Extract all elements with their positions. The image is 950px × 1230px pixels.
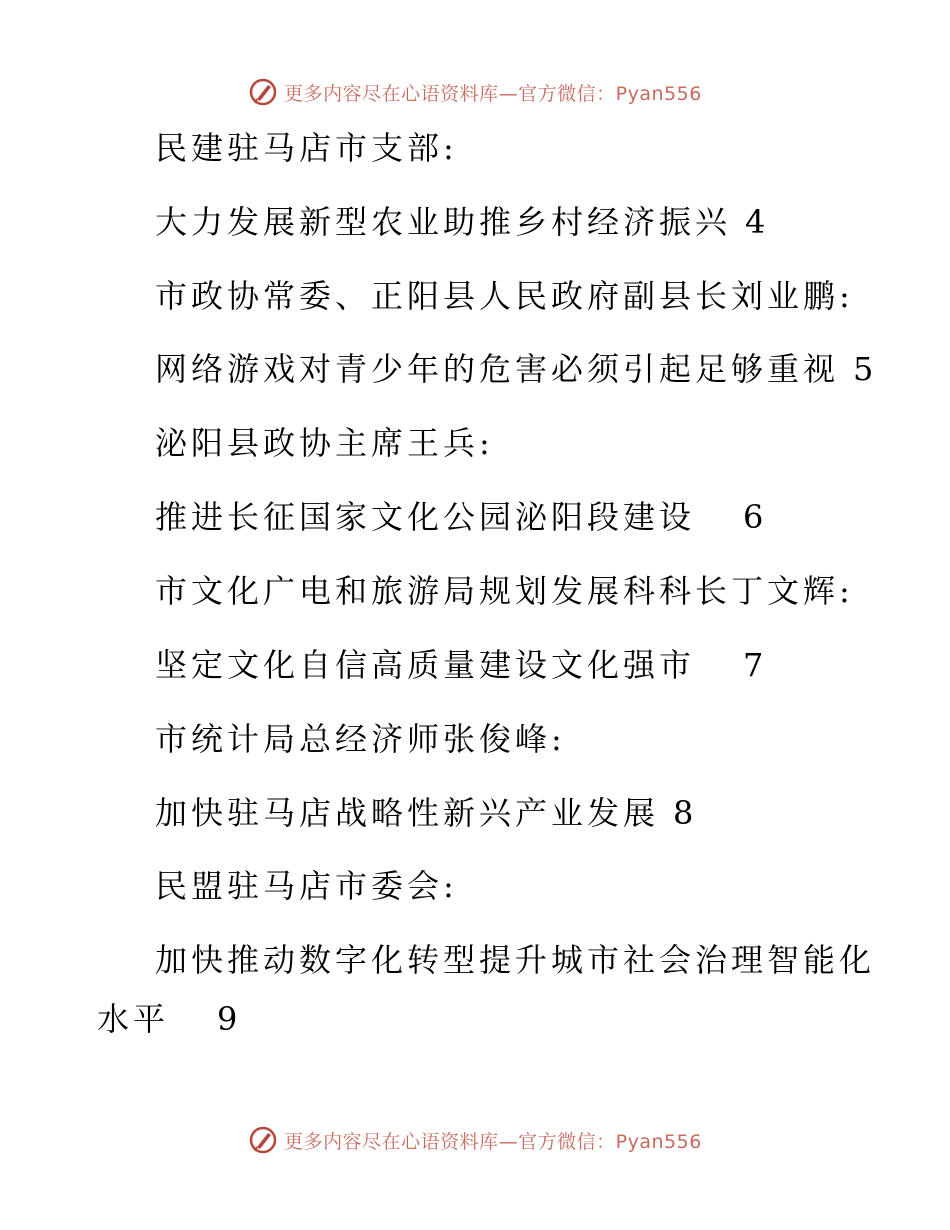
toc-author	[155, 571, 854, 611]
quill-logo-icon	[248, 1125, 278, 1155]
entry-title-continuation: 水平	[97, 1000, 170, 1038]
toc-entry	[155, 793, 697, 833]
toc-entry	[155, 349, 877, 389]
quill-logo-icon	[248, 77, 278, 107]
author-text: 市政协常委、正阳县人民政府副县长刘业鹏:	[155, 277, 854, 315]
author-text: 民建驻马店市支部:	[155, 129, 458, 167]
toc-entry	[155, 645, 767, 685]
toc-author	[155, 423, 494, 463]
watermark-text: 更多内容尽在心语资料库—官方微信：Pyan556	[284, 1130, 702, 1153]
watermark-text: 更多内容尽在心语资料库—官方微信：Pyan556	[284, 82, 702, 105]
entry-title: 加快驻马店战略性新兴产业发展	[155, 794, 660, 832]
entry-title: 坚定文化自信高质量建设文化强市	[155, 646, 696, 684]
author-text: 市文化广电和旅游局规划发展科科长丁文辉:	[155, 572, 854, 610]
page-number: 9	[217, 1000, 242, 1038]
toc-entry	[155, 202, 769, 242]
toc-entry	[155, 497, 767, 537]
toc-author	[155, 128, 458, 168]
page-number: 7	[743, 646, 768, 684]
watermark-header	[0, 72, 950, 112]
page-number: 8	[673, 794, 698, 832]
page-number: 6	[743, 498, 768, 536]
entry-title: 大力发展新型农业助推乡村经济振兴	[155, 203, 732, 241]
page-number: 5	[853, 350, 878, 388]
entry-title: 推进长征国家文化公园泌阳段建设	[155, 498, 696, 536]
entry-title: 加快推动数字化转型提升城市社会治理智能化	[155, 941, 876, 979]
toc-entry	[155, 940, 875, 980]
watermark-footer	[0, 1120, 950, 1160]
author-text: 市统计局总经济师张俊峰:	[155, 720, 566, 758]
page-number: 4	[745, 203, 770, 241]
toc-entry-continuation	[97, 999, 241, 1039]
toc-author	[155, 866, 458, 906]
toc-author	[155, 719, 566, 759]
author-text: 民盟驻马店市委会:	[155, 867, 458, 905]
entry-title: 网络游戏对青少年的危害必须引起足够重视	[155, 350, 840, 388]
author-text: 泌阳县政协主席王兵:	[155, 424, 494, 462]
toc-author	[155, 276, 854, 316]
